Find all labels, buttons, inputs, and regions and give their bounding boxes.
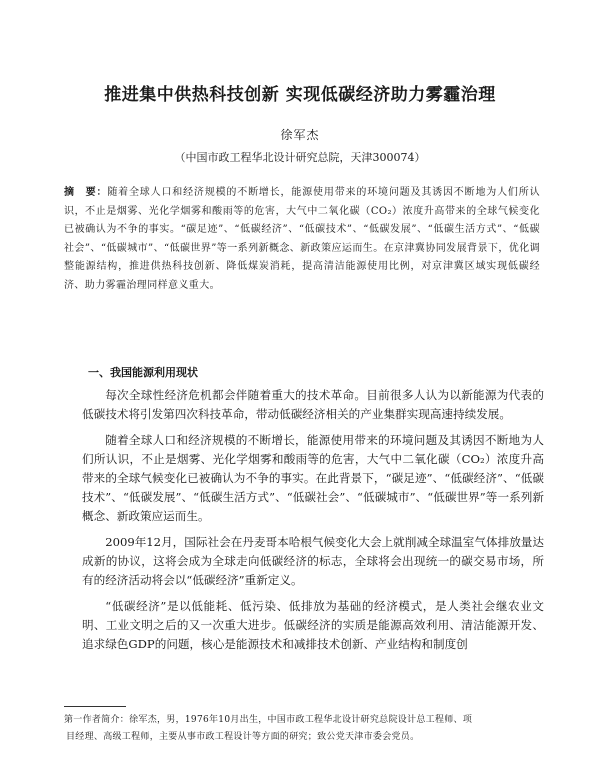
section-heading: 一、我国能源利用现状	[88, 366, 198, 379]
section-body	[82, 386, 544, 661]
author-name: 徐军杰	[280, 128, 320, 142]
body-paragraph: 随着全球人口和经济规模的不断增长，能源使用带来的环境问题及其诱因不断地为人们所认识，不止是烟雾、光化学烟雾和酸雨等的危害，大气中二氧化碳（CO₂）浓度升高带来的全球气候变化已被确认为不争的事实。在此背景下，“碳足迹”、“低碳经济”、“低碳技术”、“低碳发展”、“低碳生活方式”、“低碳社会”、“低碳城市”、“低碳世界”等一系列新概念、新政策应运而生。	[82, 433, 544, 523]
footnote-line-1: 第一作者简介：徐军杰，男，1976年10月出生，中国市政工程华北设计研究总院设计总工程师、项	[64, 715, 473, 725]
footnote-line-2: 目经理、高级工程师，主要从事市政工程设计等方面的研究；致公党天津市委会党员。	[66, 732, 420, 742]
body-paragraph: “低碳经济”是以低能耗、低污染、低排放为基础的经济模式，是人类社会继农业文明、工业文明之后的又一次重大进步。低碳经济的实质是能源高效利用、清洁能源开发、追求绿色GDP的问题，核心是能源技术和减排技术创新、产业结构和制度创	[82, 599, 544, 651]
author-affiliation: （中国市政工程华北设计研究总院，天津300074）	[174, 151, 426, 164]
abstract-text-part2: ）浓度升高带来的全球气候变化已被确认为不争的事实。“碳足迹”、“低碳经济”、“低碳技术”、“低碳发展”、“低碳生活方式”、“低碳社会”、“低碳城市”、“低碳世界”等一系列新概念、新政策应运而生。在京津冀协同发展背景下，优化调整能源结构，推进供热科技创新、降低煤炭消耗，提高清洁能源使用比例，对京津冀区域实现低碳经济、助力雾霾治理同样意义重大。	[64, 205, 540, 291]
abstract-text-part1: 随着全球人口和经济规模的不断增长，能源使用带来的环境问题及其诱因不断地为人们所认识，不止是烟雾、光化学烟雾和酸雨等的危害，大气中二氧化碳（	[64, 187, 540, 217]
abstract-label: 摘 要：	[64, 187, 108, 198]
paper-title: 推进集中供热科技创新 实现低碳经济助力雾霾治理	[104, 85, 496, 105]
abstract	[64, 184, 540, 295]
footnote-divider	[64, 706, 126, 707]
abstract-co2: CO₂	[370, 205, 392, 217]
author-footnote	[64, 712, 542, 746]
body-paragraph: 2009年12月，国际社会在丹麦哥本哈根气候变化大会上就削减全球温室气体排放量达成新的协议，这将会成为全球走向低碳经济的标志，全球将会出现统一的碳交易市场，所有的经济活动将会以“低碳经济”重新定义。	[82, 535, 544, 587]
body-paragraph: 每次全球性经济危机都会伴随着重大的技术革命。目前很多人认为以新能源为代表的低碳技术将引发第四次科技革命，带动低碳经济相关的产业集群实现高速持续发展。	[82, 388, 544, 421]
